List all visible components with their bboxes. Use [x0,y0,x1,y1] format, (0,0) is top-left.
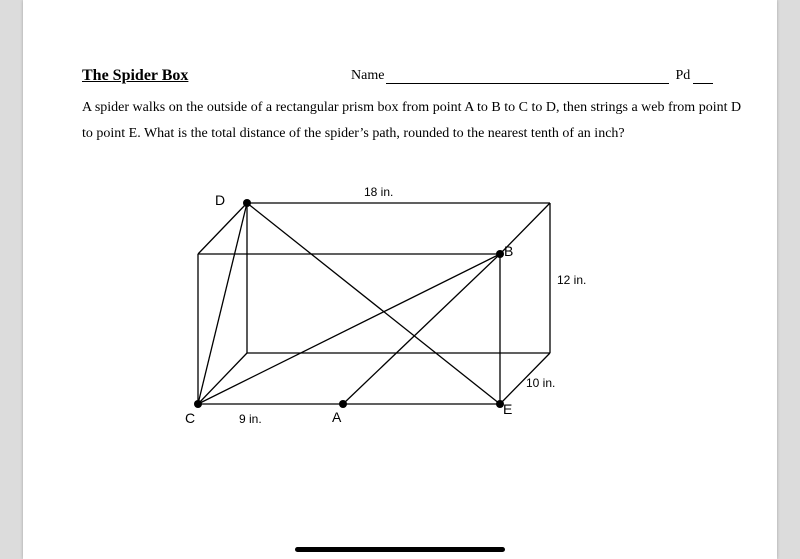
point-b-label: B [504,243,514,259]
point-d-dot [243,199,251,207]
name-label: Name [351,68,385,83]
point-c-dot [194,400,202,408]
point-a-dot [339,400,347,408]
segment-label: 9 in. [239,412,262,426]
point-a-label: A [332,409,342,425]
length-label: 18 in. [364,185,394,199]
height-label: 12 in. [557,273,587,287]
path-a-to-b [343,254,500,404]
period-label: Pd [675,68,691,83]
path-b-to-c [198,254,500,404]
prism-edge [198,203,247,254]
depth-label: 10 in. [526,376,556,390]
point-d-label: D [215,192,226,208]
worksheet-title: The Spider Box [82,67,189,84]
path-c-to-d [198,203,247,404]
home-indicator[interactable] [295,547,505,552]
point-b-dot [496,250,504,258]
point-e-label: E [503,401,513,417]
web-d-to-e [247,203,500,404]
problem-text: A spider walks on the outside of a rectangular prism box from point A to B to C to D, then strings a web from point D to point E. What is the total distance of the spider’s path, rounded to the nearest tenth of an inch? [82,100,742,141]
point-c-label: C [185,410,196,426]
prism-edge [198,353,247,404]
